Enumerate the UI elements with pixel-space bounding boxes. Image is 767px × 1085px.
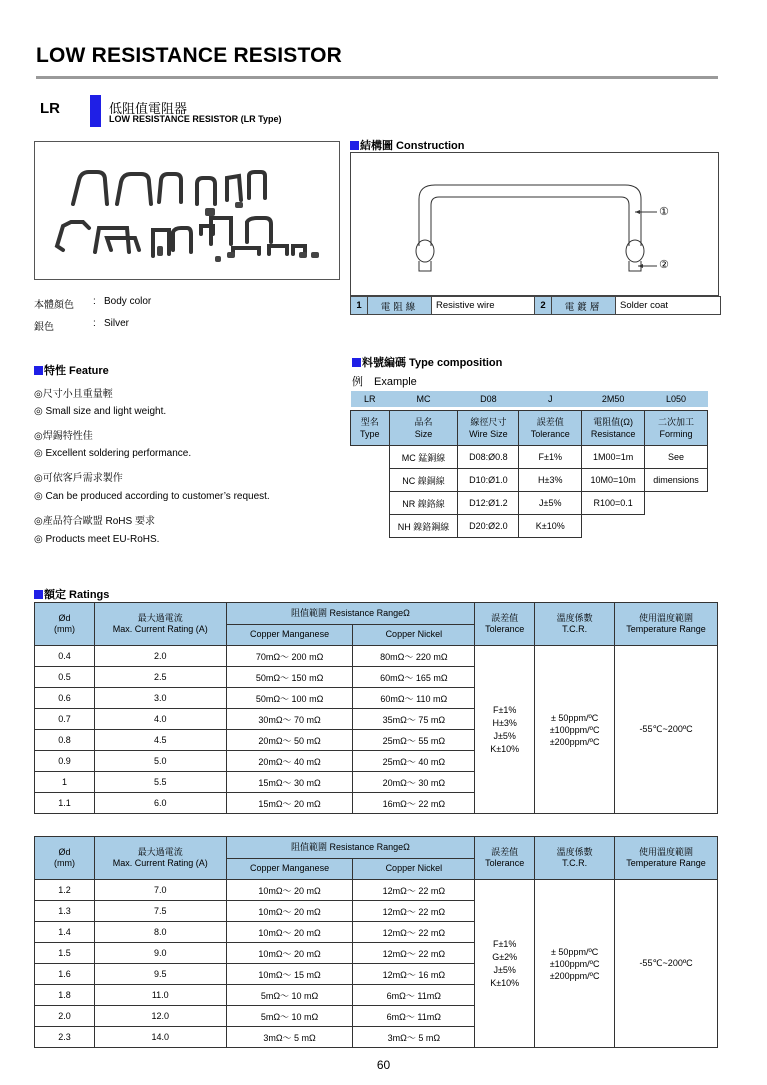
header-tcr-cn: 溫度係數	[556, 847, 593, 857]
cell-od: 2.0	[35, 1006, 95, 1027]
bullet-square-icon	[350, 141, 359, 150]
cell-cu-mn: 20mΩ～ 50 mΩ	[226, 730, 353, 751]
tolerance-value: J±5%	[493, 730, 516, 741]
header-od	[35, 603, 95, 646]
cell-od: 1.6	[35, 964, 95, 985]
cell-od: 1.4	[35, 922, 95, 943]
table-row	[351, 515, 708, 538]
tolerance-value: G±2%	[492, 951, 518, 962]
header-tol-cn: 誤差值	[491, 847, 519, 857]
cell-cu-ni: 80mΩ～ 220 mΩ	[353, 646, 475, 667]
table-cell: R100=0.1	[582, 492, 645, 515]
feature-item: ◎產品符合歐盟 RoHS 要求	[34, 516, 155, 527]
cell-cu-ni: 12mΩ～ 22 mΩ	[353, 943, 475, 964]
header-cn: 電阻值(Ω)	[593, 417, 633, 427]
table-cell: D10:Ø1.0	[458, 469, 519, 492]
cell-od: 0.5	[35, 667, 95, 688]
cell-cu-mn: 15mΩ～ 30 mΩ	[226, 772, 353, 793]
cell-cu-mn: 50mΩ～ 150 mΩ	[226, 667, 353, 688]
cell-cu-ni: 60mΩ～ 110 mΩ	[353, 688, 475, 709]
header-copper-nickel: Copper Nickel	[353, 624, 475, 646]
feature-heading	[34, 362, 109, 378]
type-composition-heading-text: 料號編碼 Type composition	[362, 357, 503, 369]
header-od-unit: (mm)	[53, 624, 75, 634]
header-cell	[458, 411, 519, 446]
property-separator: :	[93, 318, 96, 329]
resistor-construction-drawing	[351, 153, 718, 295]
feature-item: ◎焊錫特性佳	[34, 431, 93, 442]
cell-cu-ni: 16mΩ～ 22 mΩ	[353, 793, 475, 814]
table-row	[35, 880, 718, 901]
feature-item: ◎ Excellent soldering performance.	[34, 448, 192, 459]
cell-cu-ni: 60mΩ～ 165 mΩ	[353, 667, 475, 688]
feature-item: ◎ Small size and light weight.	[34, 406, 167, 417]
header-current-cn: 最大過電流	[137, 847, 183, 857]
cell-current: 5.5	[94, 772, 226, 793]
legend-cn-1: 電阻線	[368, 297, 432, 314]
page-number: 60	[376, 1058, 391, 1072]
legend-num-1: 1	[351, 297, 368, 314]
cell-current: 14.0	[94, 1027, 226, 1048]
ratings-heading	[34, 586, 109, 602]
header-en: Wire Size	[469, 429, 508, 439]
cell-od: 0.7	[35, 709, 95, 730]
code-cell: D08	[458, 391, 519, 407]
property-value: Body color	[104, 296, 152, 307]
header-cell	[582, 411, 645, 446]
code-row	[351, 391, 708, 407]
cell-current: 2.5	[94, 667, 226, 688]
header-copper-manganese: Copper Manganese	[226, 624, 353, 646]
table-row	[351, 492, 708, 515]
header-od-label: Ød	[58, 847, 71, 857]
header-current-en: Max. Current Rating (A)	[112, 624, 208, 634]
header-tcr-en: T.C.R.	[562, 624, 588, 634]
header-cn: 品名	[414, 417, 433, 427]
table-cell: NC 鎳銅線	[389, 469, 458, 492]
cell-cu-ni: 20mΩ～ 30 mΩ	[353, 772, 475, 793]
header-row	[35, 837, 718, 859]
header-current	[94, 603, 226, 646]
tolerance-value: F±1%	[492, 938, 517, 949]
header-tcr	[535, 603, 615, 646]
cell-cu-ni: 12mΩ～ 22 mΩ	[353, 901, 475, 922]
header-cell	[645, 411, 708, 446]
table-cell: 1M00=1m	[582, 446, 645, 469]
tolerance-value: H±3%	[492, 717, 517, 728]
product-photo	[34, 141, 340, 280]
cell-cu-mn: 10mΩ～ 20 mΩ	[226, 943, 353, 964]
product-code: LR	[40, 100, 60, 117]
header-tcr	[535, 837, 615, 880]
header-tol-cn: 誤差值	[491, 613, 519, 623]
header-cell	[389, 411, 458, 446]
legend-num-2: 2	[535, 297, 552, 314]
cell-cu-mn: 10mΩ～ 20 mΩ	[226, 922, 353, 943]
ratings-table-2	[34, 836, 718, 1048]
legend-cn-2: 電鍍層	[552, 297, 616, 314]
cell-cu-mn: 5mΩ～ 10 mΩ	[226, 985, 353, 1006]
feature-item: ◎可依客戶需求製作	[34, 473, 123, 484]
cell-od: 1.1	[35, 793, 95, 814]
property-color	[34, 318, 130, 333]
cell-cu-mn: 70mΩ～ 200 mΩ	[226, 646, 353, 667]
table-cell: dimensions	[645, 469, 708, 492]
cell-cu-mn: 15mΩ～ 20 mΩ	[226, 793, 353, 814]
table-cell: 10M0=10m	[582, 469, 645, 492]
table-cell: NR 鎳鉻線	[389, 492, 458, 515]
callout-1: ①	[659, 206, 669, 218]
header-en: Type	[360, 429, 380, 439]
cell-cu-mn: 3mΩ～ 5 mΩ	[226, 1027, 353, 1048]
cell-cu-ni: 12mΩ～ 22 mΩ	[353, 880, 475, 901]
cell-current: 4.0	[94, 709, 226, 730]
code-cell: J	[519, 391, 582, 407]
feature-item: ◎ Products meet EU-RoHS.	[34, 534, 160, 545]
cell-od: 0.9	[35, 751, 95, 772]
cell-current: 3.0	[94, 688, 226, 709]
header-temp-en: Temperature Range	[626, 624, 706, 634]
cell-cu-ni: 12mΩ～ 22 mΩ	[353, 922, 475, 943]
header-cn: 誤差值	[536, 417, 564, 427]
bullet-square-icon	[34, 590, 43, 599]
tolerance-value: K±10%	[490, 977, 520, 988]
header-tolerance	[475, 603, 535, 646]
header-tol-en: Tolerance	[485, 624, 525, 634]
title-rule	[36, 76, 718, 79]
resistor-samples-image	[35, 142, 339, 279]
cell-cu-ni: 25mΩ～ 40 mΩ	[353, 751, 475, 772]
code-cell: L050	[645, 391, 708, 407]
header-en: Resistance	[590, 429, 636, 439]
example-label: 例 Example	[352, 376, 417, 388]
cell-current: 12.0	[94, 1006, 226, 1027]
callout-2: ②	[659, 259, 669, 271]
table-cell: F±1%	[519, 446, 582, 469]
header-od	[35, 837, 95, 880]
legend-en-1: Resistive wire	[432, 297, 535, 314]
table-cell: J±5%	[519, 492, 582, 515]
type-composition-heading	[352, 354, 502, 370]
header-temp-en: Temperature Range	[626, 858, 706, 868]
property-body-color	[34, 296, 152, 311]
cell-od: 0.8	[35, 730, 95, 751]
cell-current: 2.0	[94, 646, 226, 667]
cell-temp: -55℃~200ºC	[615, 880, 718, 1048]
header-od-label: Ød	[58, 613, 71, 623]
ratings-table-1	[34, 602, 718, 814]
cell-od: 0.4	[35, 646, 95, 667]
cell-od: 2.3	[35, 1027, 95, 1048]
cell-current: 7.5	[94, 901, 226, 922]
bullet-square-icon	[34, 366, 43, 375]
table-cell: K±10%	[519, 515, 582, 538]
header-copper-nickel: Copper Nickel	[353, 858, 475, 880]
feature-heading-text: 特性 Feature	[44, 365, 109, 377]
table-cell: D12:Ø1.2	[458, 492, 519, 515]
cell-current: 5.0	[94, 751, 226, 772]
cell-cu-ni: 12mΩ～ 16 mΩ	[353, 964, 475, 985]
cell-cu-mn: 20mΩ～ 40 mΩ	[226, 751, 353, 772]
header-cell	[351, 411, 390, 446]
cell-temp: -55℃~200ºC	[615, 646, 718, 814]
tcr-value: ±100ppm/ºC	[549, 724, 600, 735]
table-cell: NH 鎳鉻鋼線	[389, 515, 458, 538]
tolerance-value: K±10%	[490, 743, 520, 754]
tolerance-value: F±1%	[492, 704, 517, 715]
cell-od: 1.5	[35, 943, 95, 964]
tcr-value: ± 50ppm/ºC	[550, 946, 599, 957]
code-cell: 2M50	[582, 391, 645, 407]
cell-od: 1.3	[35, 901, 95, 922]
legend-en-2: Solder coat	[620, 300, 669, 311]
cell-current: 6.0	[94, 793, 226, 814]
header-od-unit: (mm)	[53, 858, 75, 868]
table-cell: D08:Ø0.8	[458, 446, 519, 469]
cell-tolerance	[475, 646, 535, 814]
header-cn: 線徑尺寸	[470, 417, 507, 427]
tcr-value: ±100ppm/ºC	[549, 958, 600, 969]
cell-cu-ni: 35mΩ～ 75 mΩ	[353, 709, 475, 730]
cell-tcr	[535, 880, 615, 1048]
cell-cu-ni: 6mΩ～ 11mΩ	[353, 985, 475, 1006]
cell-cu-mn: 5mΩ～ 10 mΩ	[226, 1006, 353, 1027]
cell-od: 1.2	[35, 880, 95, 901]
header-copper-manganese: Copper Manganese	[226, 858, 353, 880]
cell-od: 1	[35, 772, 95, 793]
header-temp	[615, 603, 718, 646]
cell-cu-ni: 6mΩ～ 11mΩ	[353, 1006, 475, 1027]
cell-current: 9.5	[94, 964, 226, 985]
cell-tcr	[535, 646, 615, 814]
header-current	[94, 837, 226, 880]
header-cell	[519, 411, 582, 446]
table-cell: H±3%	[519, 469, 582, 492]
cell-cu-ni: 25mΩ～ 55 mΩ	[353, 730, 475, 751]
header-current-en: Max. Current Rating (A)	[112, 858, 208, 868]
cell-current: 7.0	[94, 880, 226, 901]
tcr-value: ±200ppm/ºC	[549, 970, 600, 981]
accent-bar	[90, 95, 101, 127]
header-tcr-en: T.C.R.	[562, 858, 588, 868]
subtitle-english: LOW RESISTANCE RESISTOR (LR Type)	[109, 114, 282, 124]
header-range: 阻值範圍 Resistance RangeΩ	[226, 837, 475, 859]
subtitle-chinese: 低阻值電阻器	[109, 101, 188, 116]
cell-od: 0.6	[35, 688, 95, 709]
header-tcr-cn: 溫度係數	[556, 613, 593, 623]
page-title: LOW RESISTANCE RESISTOR	[36, 44, 343, 67]
header-en: Forming	[659, 429, 693, 439]
header-en: Tolerance	[530, 429, 570, 439]
header-temp	[615, 837, 718, 880]
construction-heading	[350, 137, 465, 153]
bullet-square-icon	[352, 358, 361, 367]
tcr-value: ±200ppm/ºC	[549, 736, 600, 747]
header-row	[35, 603, 718, 625]
table-row	[351, 446, 708, 469]
tcr-value: ± 50ppm/ºC	[550, 712, 599, 723]
table-row	[35, 646, 718, 667]
header-tol-en: Tolerance	[485, 858, 525, 868]
header-cn: 二次加工	[658, 417, 695, 427]
cell-current: 9.0	[94, 943, 226, 964]
header-cn: 型名	[360, 417, 379, 427]
type-composition-table	[350, 391, 708, 538]
table-cell: See	[645, 446, 708, 469]
code-cell: LR	[351, 391, 390, 407]
cell-cu-mn: 10mΩ～ 20 mΩ	[226, 901, 353, 922]
table-cell: D20:Ø2.0	[458, 515, 519, 538]
cell-current: 8.0	[94, 922, 226, 943]
header-row	[351, 411, 708, 446]
header-temp-cn: 使用溫度範圍	[639, 613, 694, 623]
cell-cu-mn: 10mΩ～ 20 mΩ	[226, 880, 353, 901]
header-en: Size	[414, 429, 433, 439]
tolerance-value: J±5%	[493, 964, 516, 975]
code-cell: MC	[389, 391, 458, 407]
feature-item: ◎ Can be produced according to customer’s request.	[34, 491, 270, 502]
header-temp-cn: 使用溫度範圍	[639, 847, 694, 857]
property-separator: :	[93, 296, 96, 307]
cell-current: 4.5	[94, 730, 226, 751]
construction-heading-text: 結構圖 Construction	[360, 140, 465, 152]
cell-current: 11.0	[94, 985, 226, 1006]
cell-cu-mn: 10mΩ～ 15 mΩ	[226, 964, 353, 985]
ratings-heading-text: 額定 Ratings	[44, 589, 110, 601]
header-tolerance	[475, 837, 535, 880]
cell-cu-ni: 3mΩ～ 5 mΩ	[353, 1027, 475, 1048]
header-range: 阻值範圍 Resistance RangeΩ	[226, 603, 475, 625]
construction-legend	[350, 296, 721, 315]
construction-diagram	[350, 152, 719, 296]
property-label: 銀色	[34, 322, 54, 333]
cell-od: 1.8	[35, 985, 95, 1006]
table-cell: MC 錳銅線	[389, 446, 458, 469]
cell-cu-mn: 30mΩ～ 70 mΩ	[226, 709, 353, 730]
property-value: Silver	[104, 318, 130, 329]
cell-cu-mn: 50mΩ～ 100 mΩ	[226, 688, 353, 709]
header-current-cn: 最大過電流	[137, 613, 183, 623]
feature-item: ◎尺寸小且重量輕	[34, 389, 113, 400]
cell-tolerance	[475, 880, 535, 1048]
property-label: 本體顏色	[34, 300, 74, 311]
table-row	[351, 469, 708, 492]
